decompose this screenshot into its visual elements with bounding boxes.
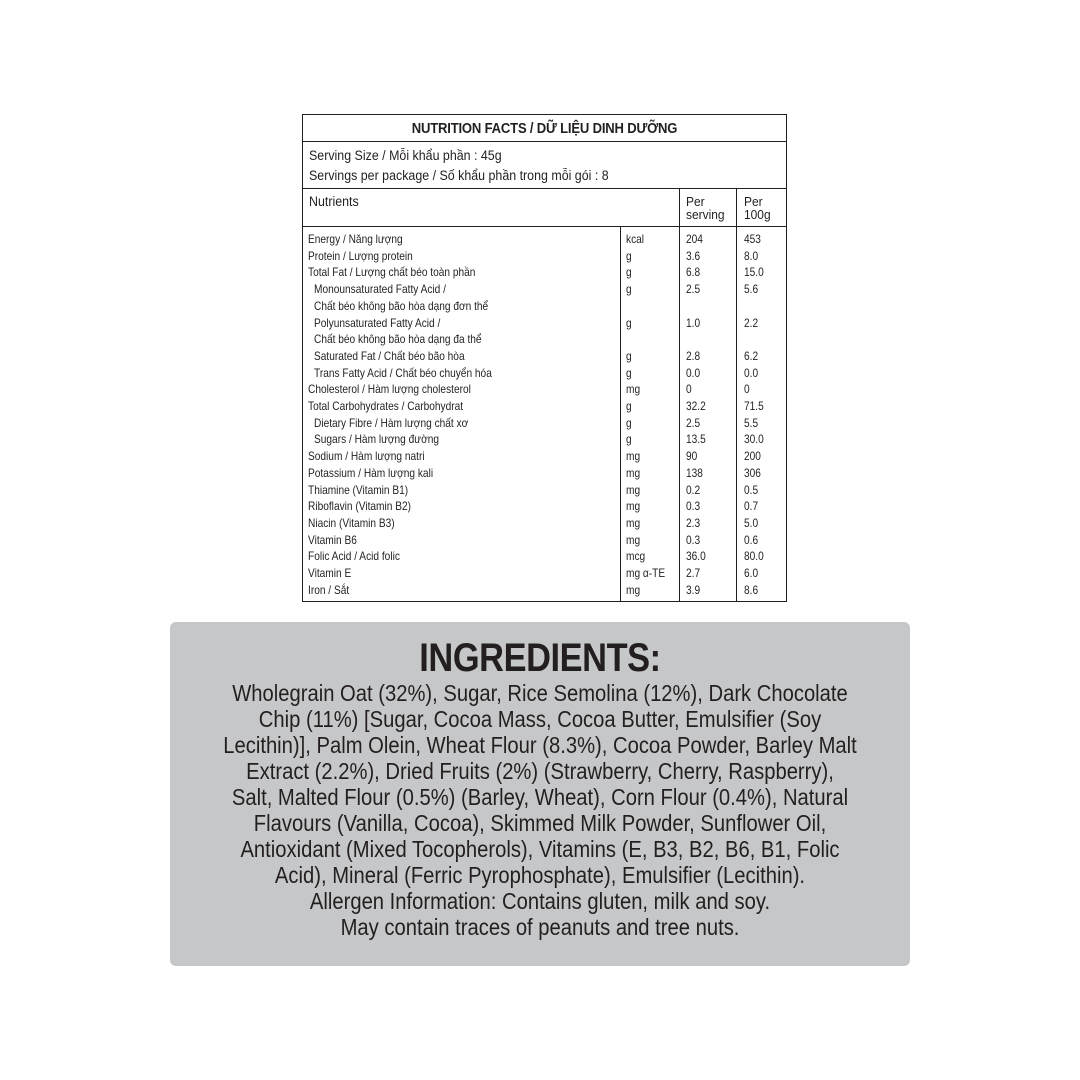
nutrient-unit: g <box>626 265 632 280</box>
divider <box>303 188 786 189</box>
nutrient-unit: g <box>626 432 632 447</box>
nutrient-unit: mg <box>626 465 641 480</box>
nutrient-name: Trans Fatty Acid / Chất béo chuyển hóa <box>314 365 492 380</box>
nutrient-name: Chất béo không bão hòa dạng đơn thể <box>314 298 489 313</box>
nutrient-name: Sugars / Hàm lượng đường <box>314 432 440 447</box>
nutrient-unit: g <box>626 315 632 330</box>
nutrient-name: Thiamine (Vitamin B1) <box>308 482 409 497</box>
table-row <box>303 248 786 265</box>
nutrient-unit: g <box>626 348 632 363</box>
per-serving-value: 3.6 <box>686 248 701 263</box>
table-row <box>303 298 786 315</box>
table-row <box>303 448 786 465</box>
table-row <box>303 331 786 348</box>
table-row <box>303 515 786 532</box>
per-serving-value: 3.9 <box>686 582 701 597</box>
per-serving-value: 6.8 <box>686 265 701 280</box>
ingredients-line: Chip (11%) [Sugar, Cocoa Mass, Cocoa Butter, Emulsifier (Soy <box>258 706 822 732</box>
table-row <box>303 532 786 549</box>
table-row <box>303 431 786 448</box>
per-100g-value: 5.0 <box>744 515 759 530</box>
per-100g-value: 0.6 <box>744 532 759 547</box>
per-serving-value: 2.5 <box>686 415 701 430</box>
nutrition-facts-table <box>302 114 787 602</box>
per-serving-value: 0.2 <box>686 482 701 497</box>
nutrient-name: Chất béo không bão hòa dạng đa thể <box>314 332 482 347</box>
nutrients-header: Nutrients <box>309 194 359 209</box>
per-100g-value: 6.0 <box>744 566 759 580</box>
per-100g-value: 0 <box>744 382 750 397</box>
nutrient-name: Riboflavin (Vitamin B2) <box>308 499 412 514</box>
ingredients-text <box>170 680 910 940</box>
per-100g-value: 15.0 <box>744 265 764 280</box>
per-100g-value: 5.6 <box>744 282 759 297</box>
per-100g-value: 0.5 <box>744 482 759 497</box>
table-row <box>303 281 786 298</box>
nutrient-name: Protein / Lượng protein <box>308 248 413 263</box>
table-row <box>303 482 786 499</box>
per-serving-value: 2.8 <box>686 348 701 363</box>
per-100g-value: 5.5 <box>744 415 759 430</box>
per-serving-header-line2: serving <box>686 207 725 222</box>
nutrient-name: Vitamin E <box>308 566 352 580</box>
nutrient-unit: mg α-TE <box>626 566 666 580</box>
table-row <box>303 465 786 482</box>
table-row <box>303 315 786 332</box>
ingredients-line: Wholegrain Oat (32%), Sugar, Rice Semolina (12%), Dark Chocolate <box>232 680 848 706</box>
per-100g-value: 306 <box>744 465 761 480</box>
ingredients-line: May contain traces of peanuts and tree nuts. <box>340 914 740 940</box>
ingredients-line: Salt, Malted Flour (0.5%) (Barley, Wheat), Corn Flour (0.4%), Natural <box>231 784 849 810</box>
per-100g-value: 453 <box>744 232 761 246</box>
per-serving-value: 2.3 <box>686 515 701 530</box>
divider <box>303 141 786 142</box>
table-row <box>303 264 786 281</box>
per-serving-value: 2.5 <box>686 282 701 297</box>
per-serving-value: 0 <box>686 382 692 397</box>
table-row <box>303 565 786 582</box>
ingredients-panel <box>170 622 910 966</box>
nutrient-unit: mg <box>626 532 641 547</box>
per-serving-value: 32.2 <box>686 399 706 413</box>
table-row <box>303 348 786 365</box>
per-serving-value: 36.0 <box>686 549 706 564</box>
per-serving-value: 90 <box>686 449 698 464</box>
per-100g-value: 8.0 <box>744 248 759 263</box>
nutrient-name: Monounsaturated Fatty Acid / <box>314 282 446 297</box>
table-row <box>303 231 786 248</box>
nutrient-unit: mg <box>626 482 641 497</box>
per-serving-value: 0.3 <box>686 532 701 547</box>
nutrient-name: Iron / Sắt <box>308 582 350 597</box>
per-serving-value: 2.7 <box>686 566 701 580</box>
nutrition-title: NUTRITION FACTS / DỮ LIỆU DINH DƯỠNG <box>411 121 678 137</box>
nutrient-unit: g <box>626 365 632 380</box>
servings-per-package: Servings per package / Số khẩu phần trong mỗi gói : 8 <box>309 168 609 183</box>
per-100g-header-line1: Per <box>744 194 763 209</box>
per-100g-header-line2: 100g <box>744 207 771 222</box>
per-serving-value: 0.3 <box>686 499 701 514</box>
per-serving-value: 138 <box>686 465 703 480</box>
nutrient-unit: g <box>626 415 632 430</box>
nutrient-name: Total Fat / Lượng chất béo toàn phần <box>308 265 476 280</box>
per-100g-value: 80.0 <box>744 549 764 564</box>
nutrient-name: Saturated Fat / Chất béo bão hòa <box>314 348 465 363</box>
nutrient-unit: mg <box>626 582 641 597</box>
nutrient-unit: mg <box>626 449 641 464</box>
nutrient-unit: mcg <box>626 549 646 564</box>
per-serving-value: 13.5 <box>686 432 706 447</box>
ingredients-line: Acid), Mineral (Ferric Pyrophosphate), Emulsifier (Lecithin). <box>274 862 806 888</box>
ingredients-line: Lecithin)], Palm Olein, Wheat Flour (8.3%), Cocoa Powder, Barley Malt <box>223 732 857 758</box>
table-row <box>303 415 786 432</box>
table-row <box>303 381 786 398</box>
per-100g-value: 0.0 <box>744 365 759 380</box>
table-row <box>303 398 786 415</box>
per-100g-value: 71.5 <box>744 399 764 413</box>
per-100g-value: 8.6 <box>744 582 759 597</box>
per-100g-value: 2.2 <box>744 315 759 330</box>
nutrient-unit: g <box>626 399 632 413</box>
nutrient-name: Polyunsaturated Fatty Acid / <box>314 315 441 330</box>
ingredients-line: Allergen Information: Contains gluten, milk and soy. <box>309 888 771 914</box>
ingredients-line: Extract (2.2%), Dried Fruits (2%) (Strawberry, Cherry, Raspberry), <box>246 758 834 784</box>
nutrient-name: Cholesterol / Hàm lượng cholesterol <box>308 382 471 397</box>
nutrient-name: Energy / Năng lượng <box>308 232 403 246</box>
nutrient-unit: mg <box>626 515 641 530</box>
per-serving-header-line1: Per <box>686 194 705 209</box>
per-100g-value: 0.7 <box>744 499 759 514</box>
nutrient-unit: g <box>626 282 632 297</box>
table-row <box>303 365 786 382</box>
nutrient-name: Vitamin B6 <box>308 532 357 547</box>
serving-size: Serving Size / Mỗi khẩu phần : 45g <box>309 148 502 163</box>
per-serving-value: 0.0 <box>686 365 701 380</box>
table-row <box>303 582 786 599</box>
nutrient-unit: mg <box>626 382 641 397</box>
nutrient-name: Folic Acid / Acid folic <box>308 549 400 564</box>
ingredients-title: INGREDIENTS: <box>419 636 661 680</box>
ingredients-line: Flavours (Vanilla, Cocoa), Skimmed Milk Powder, Sunflower Oil, <box>253 810 827 836</box>
nutrient-name: Sodium / Hàm lượng natri <box>308 449 425 464</box>
nutrient-unit: g <box>626 248 632 263</box>
divider <box>303 226 786 227</box>
ingredients-line: Antioxidant (Mixed Tocopherols), Vitamins (E, B3, B2, B6, B1, Folic <box>240 836 840 862</box>
table-row <box>303 548 786 565</box>
nutrient-name: Niacin (Vitamin B3) <box>308 515 395 530</box>
nutrient-name: Potassium / Hàm lượng kali <box>308 465 434 480</box>
nutrient-unit: kcal <box>626 232 645 246</box>
per-100g-value: 30.0 <box>744 432 764 447</box>
nutrient-unit: mg <box>626 499 641 514</box>
per-serving-value: 1.0 <box>686 315 701 330</box>
nutrient-name: Dietary Fibre / Hàm lượng chất xơ <box>314 415 469 430</box>
per-serving-value: 204 <box>686 232 703 246</box>
per-100g-value: 200 <box>744 449 761 464</box>
table-row <box>303 498 786 515</box>
per-100g-value: 6.2 <box>744 348 759 363</box>
nutrient-name: Total Carbohydrates / Carbohydrat <box>308 399 464 413</box>
